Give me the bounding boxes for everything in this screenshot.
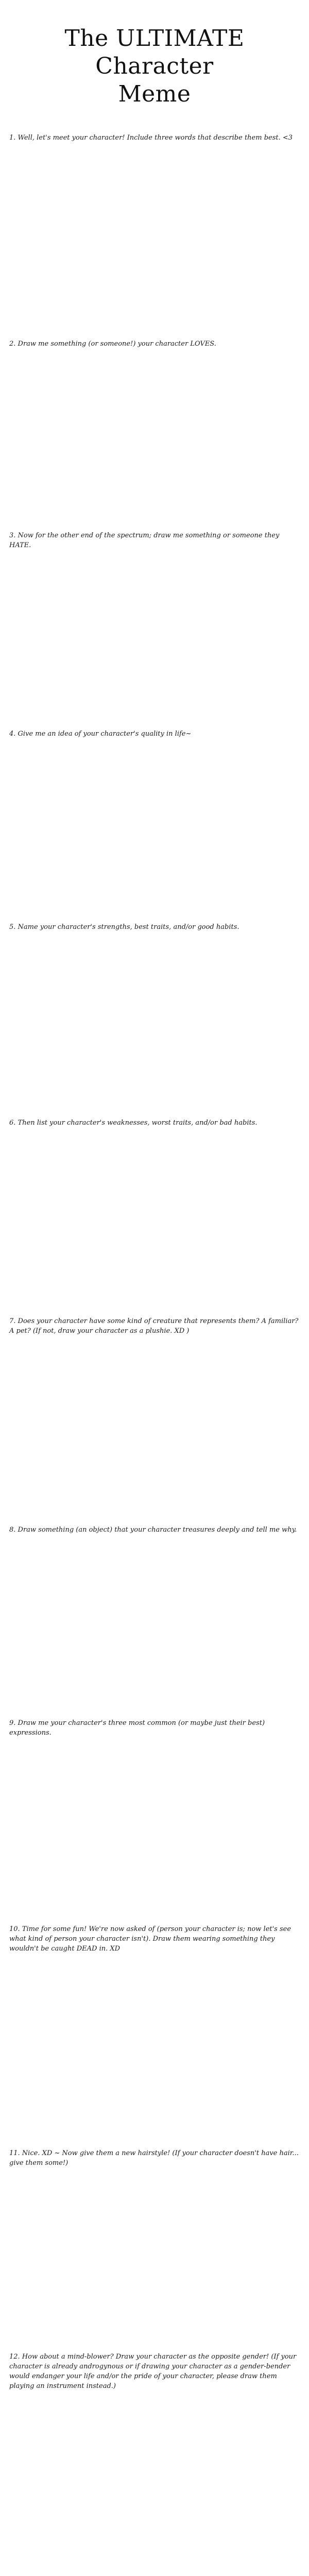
prompt-5: 5. Name your character's strengths, best traits, and/or good habits. bbox=[9, 923, 239, 931]
prompt-3: 3. Now for the other end of the spectrum; draw me something or someone they HATE. bbox=[9, 532, 280, 549]
prompt-12: 12. How about a mind-blower? Draw your character as the opposite gender! (If your character is already androgynous or if drawing your character as a gender-bender would endanger your life and/or the pride of your character, please draw them playing an instrument instead.) bbox=[9, 2353, 297, 2390]
prompt-4: 4. Give me an idea of your character's quality in life~ bbox=[9, 730, 192, 738]
title-line-1: The ULTIMATE bbox=[64, 25, 245, 52]
prompt-11: 11. Nice. XD ~ Now give them a new hairstyle! (If your character doesn't have hair... give them some!) bbox=[9, 2149, 299, 2167]
meme-title bbox=[0, 25, 309, 108]
prompt-6: 6. Then list your character's weaknesses, worst traits, and/or bad habits. bbox=[9, 1119, 258, 1127]
prompt-10: 10. Time for some fun! We're now asked of (person your character is; now let's see what kind of person your character isn't). Draw them wearing something they wouldn't be caught DEAD in. XD bbox=[9, 1925, 291, 1953]
prompt-9: 9. Draw me your character's three most common (or maybe just their best) expressions. bbox=[9, 1719, 265, 1737]
prompt-2: 2. Draw me something (or someone!) your character LOVES. bbox=[9, 340, 216, 348]
title-line-2: Character bbox=[95, 53, 214, 79]
title-line-3: Meme bbox=[118, 81, 191, 107]
prompt-7: 7. Does your character have some kind of creature that represents them? A familiar? A pet? (If not, draw your character as a plushie. XD ) bbox=[9, 1317, 299, 1335]
prompt-1: 1. Well, let's meet your character! Include three words that describe them best. <3 bbox=[9, 134, 293, 142]
prompt-8: 8. Draw something (an object) that your character treasures deeply and tell me why. bbox=[9, 1526, 297, 1534]
